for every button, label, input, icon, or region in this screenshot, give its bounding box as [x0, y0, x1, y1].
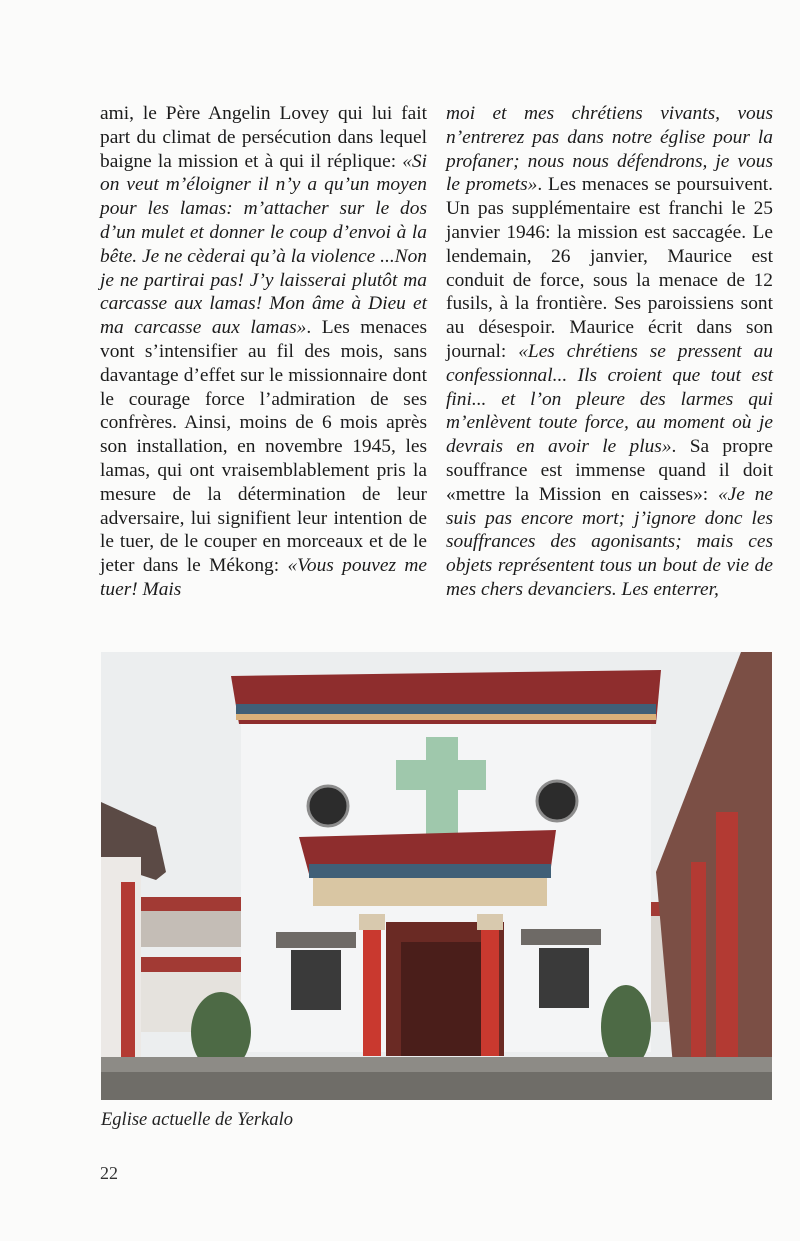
right-text-run: «Je ne suis pas encore mort; j’ignore donc les souffrances des agonisants; mais ces objets représentent tous un bout de vie de mes chers devanciers. Les enterrer, — [446, 483, 774, 600]
left-text-run: . Les menaces vont s’intensifier au fil des mois, sans davantage d’effet sur le missionnaire dont le courage force l’admiration de ses confrères. Ainsi, moins de 6 mois après son installation, en novembre 1945, les lamas, qui ont vraisemblablement pris la mesure de la détermination de leur adversaire, lui signifient leur intention de le tuer, de le couper en morceaux et de le jeter dans le Mékong: — [100, 317, 428, 577]
round-window-left — [308, 786, 348, 826]
church-illustration — [101, 652, 772, 1100]
photo-caption: Eglise actuelle de Yerkalo — [101, 1110, 293, 1130]
right-text-run: . Sa propre souffrance est immense quand il doit «mettre la Mission en caisses»: — [446, 436, 773, 505]
right-text-run: moi et mes chrétiens vivants, vous n’entrerez pas dans notre église pour la profaner; nous nous défendrons, je vous le promets» — [446, 103, 773, 196]
round-window-right — [537, 781, 577, 821]
window-right — [539, 948, 589, 1008]
pillar-right — [481, 922, 499, 1056]
page-number: 22 — [100, 1163, 118, 1183]
right-text-run: . Les menaces se poursuivent. Un pas supplémentaire est franchi le 25 janvier 1946: la mission est saccagée. Le lendemain, 26 janvier, Maurice est conduit de force, sous la menace de 12 fusils, à la frontière. Ses paroissiens sont au désespoir. Maurice écrit dans son journal: — [446, 174, 773, 362]
church-photo — [101, 652, 772, 1100]
left-text-column — [100, 102, 427, 602]
pillar-left — [363, 922, 381, 1056]
left-text-run: ami, le Père Angelin Lovey qui lui fait part du climat de persécution dans lequel baigne la mission et à qui il réplique: — [100, 103, 427, 172]
left-text-run: «Si on veut m’éloigner il n’y a qu’un moyen pour les lamas: m’attacher sur le dos d’un mulet et donner le coup d’envoi à la bête. Je ne cèderai qu’à la violence ...Non je ne partirai pas! J’y laisserai plutôt ma carcasse aux lamas! Mon âme à Dieu et ma carcasse aux lamas» — [100, 150, 427, 339]
left-text-run: «Vous pouvez me tuer! Mais — [100, 555, 428, 600]
window-left — [291, 950, 341, 1010]
right-text-run: «Les chrétiens se pressent au confessionnal... Ils croient que tout est fini... et l’on pleure des larmes qui m’enlèvent toute force, au moment où je devrais en avoir le plus» — [446, 340, 773, 458]
right-text-column — [446, 102, 773, 602]
